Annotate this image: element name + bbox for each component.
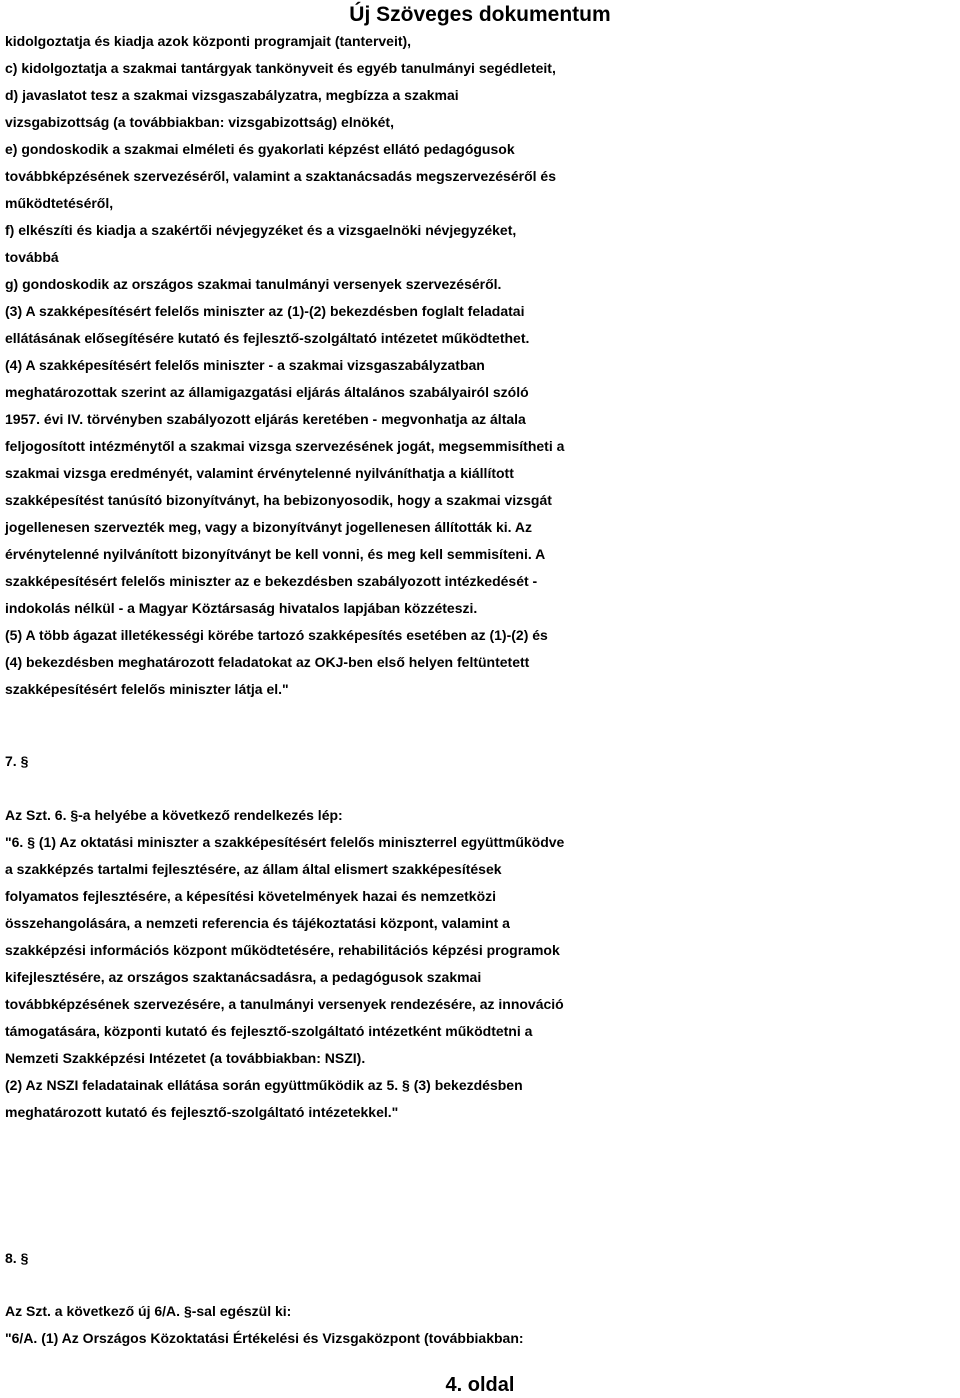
text-line: kifejlesztésére, az országos szaktanácsadásra, a pedagógusok szakmai [5, 969, 482, 985]
text-line: c) kidolgoztatja a szakmai tantárgyak tankönyveit és egyéb tanulmányi segédleteit, [5, 60, 556, 76]
text-line: "6. § (1) Az oktatási miniszter a szakképesítésért felelős miniszterrel együttműködve [5, 834, 565, 850]
text-line: támogatására, központi kutató és fejlesztő-szolgáltató intézetként működtetni a [5, 1023, 533, 1039]
text-line: összehangolására, a nemzeti referencia és tájékoztatási központ, valamint a [5, 915, 510, 931]
text-line: "6/A. (1) Az Országos Közoktatási Értékelési és Vizsgaközpont (továbbiakban: [5, 1330, 524, 1346]
text-line: ellátásának elősegítésére kutató és fejlesztő-szolgáltató intézetet működtethet. [5, 330, 530, 346]
text-line: szakképesítést tanúsító bizonyítványt, ha bebizonyosodik, hogy a szakmai vizsgát [5, 492, 552, 508]
text-line: továbbá [5, 249, 59, 265]
text-line: jogellenesen szervezték meg, vagy a bizonyítványt jogellenesen állították ki. Az [5, 519, 532, 535]
text-line: meghatározottak szerint az államigazgatási eljárás általános szabályairól szóló [5, 384, 529, 400]
section-8-heading [5, 1245, 960, 1272]
text-line: e) gondoskodik a szakmai elméleti és gyakorlati képzést ellátó pedagógusok [5, 141, 515, 157]
text-line: Az Szt. a következő új 6/A. §-sal egészül ki: [5, 1303, 292, 1319]
section-7-heading [5, 748, 960, 775]
text-line: érvénytelenné nyilvánított bizonyítványt be kell vonni, és meg kell semmisíteni. A [5, 546, 546, 562]
text-line: a szakképzés tartalmi fejlesztésére, az állam által elismert szakképesítések [5, 861, 502, 877]
text-line: feljogosított intézménytől a szakmai vizsga szervezésének jogát, megsemmisítheti a [5, 438, 565, 454]
page-number: 4. oldal [445, 1374, 515, 1396]
text-line: (4) bekezdésben meghatározott feladatokat az OKJ-ben első helyen feltüntetett [5, 654, 530, 670]
section-heading-text: 8. § [5, 1250, 29, 1266]
section-heading-text: 7. § [5, 753, 29, 769]
text-line: Az Szt. 6. §-a helyébe a következő rendelkezés lép: [5, 807, 343, 823]
text-line: indokolás nélkül - a Magyar Köztársaság hivatalos lapjában közzéteszi. [5, 600, 478, 616]
body-text-block-1 [5, 28, 960, 703]
body-text-block-2 [5, 802, 960, 1126]
text-line: szakképzési információs központ működtetésére, rehabilitációs képzési programok [5, 942, 560, 958]
text-line: továbbképzésének szervezéséről, valamint a szaktanácsadás megszervezéséről és [5, 168, 556, 184]
text-line: (2) Az NSZI feladatainak ellátása során együttműködik az 5. § (3) bekezdésben [5, 1077, 523, 1093]
text-line: szakképesítésért felelős miniszter látja el." [5, 681, 289, 697]
text-line: szakképesítésért felelős miniszter az e bekezdésben szabályozott intézkedését - [5, 573, 538, 589]
text-line: vizsgabizottság (a továbbiakban: vizsgabizottság) elnökét, [5, 114, 394, 130]
text-line: (5) A több ágazat illetékességi körébe tartozó szakképesítés esetében az (1)-(2) és [5, 627, 548, 643]
body-text-block-3 [5, 1298, 960, 1352]
text-line: továbbképzésének szervezésére, a tanulmányi versenyek rendezésére, az innováció [5, 996, 564, 1012]
text-line: folyamatos fejlesztésére, a képesítési követelmények hazai és nemzetközi [5, 888, 497, 904]
text-line: f) elkészíti és kiadja a szakértői névjegyzéket és a vizsgaelnöki névjegyzéket, [5, 222, 517, 238]
text-line: kidolgoztatja és kiadja azok központi programjait (tanterveit), [5, 33, 412, 49]
text-line: meghatározott kutató és fejlesztő-szolgáltató intézetekkel." [5, 1104, 399, 1120]
text-line: 1957. évi IV. törvényben szabályozott eljárás keretében - megvonhatja az általa [5, 411, 526, 427]
text-line: (3) A szakképesítésért felelős miniszter az (1)-(2) bekezdésben foglalt feladatai [5, 303, 525, 319]
text-line: g) gondoskodik az országos szakmai tanulmányi versenyek szervezéséről. [5, 276, 502, 292]
text-line: szakmai vizsga eredményét, valamint érvénytelenné nyilváníthatja a kiállított [5, 465, 514, 481]
text-line: d) javaslatot tesz a szakmai vizsgaszabályzatra, megbízza a szakmai [5, 87, 459, 103]
text-line: (4) A szakképesítésért felelős miniszter - a szakmai vizsgaszabályzatban [5, 357, 485, 373]
text-line: működtetéséről, [5, 195, 114, 211]
text-line: Nemzeti Szakképzési Intézetet (a továbbiakban: NSZI). [5, 1050, 366, 1066]
document-title: Új Szöveges dokumentum [349, 3, 611, 26]
